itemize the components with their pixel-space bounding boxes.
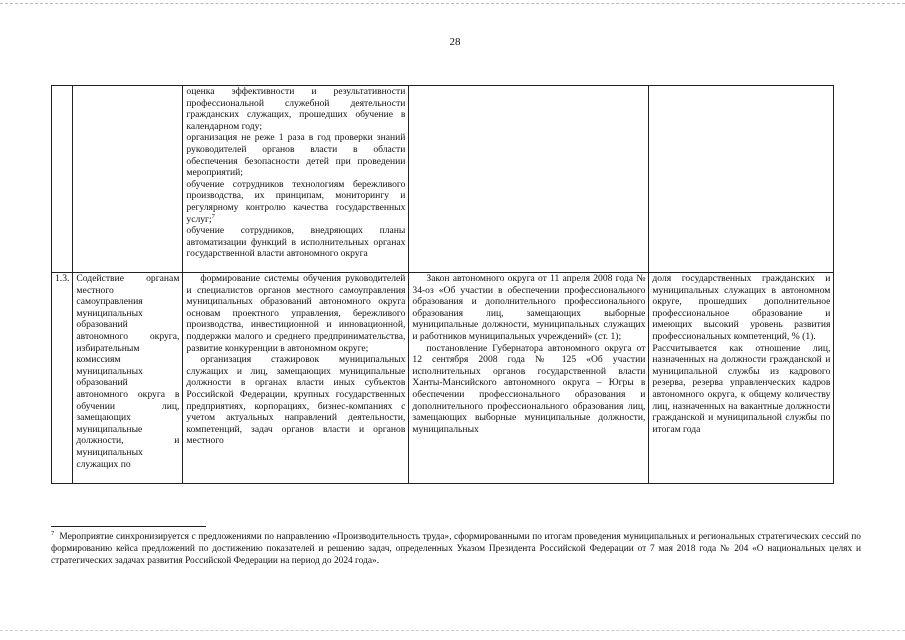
- cell-legal-basis: [409, 86, 649, 273]
- measure-item: организация не реже 1 раза в год проверки знаний руководителей органов власти в области обеспечения безопасности детей при проведении мероприятий;: [186, 132, 406, 179]
- footnote-separator: [51, 526, 206, 527]
- measure-item: оценка эффективности и результативности профессиональной служебной деятельности гражданских служащих, прошедших обучение в календарном году;: [186, 86, 406, 132]
- page-number: 28: [449, 36, 461, 48]
- cell-measures: [183, 86, 409, 273]
- footnote-text: Мероприятие синхронизируется с предложениями по направлению «Производительность труда», сформированными по итогам проведения муниципальных и региональных стратегических сессий по формированию кейса предложений по достижению показателей и решению задач, определенных Указом Президента Российской Федерации от 7 мая 2018 года № 204 «О национальных целях и стратегических задачах развития Российской Федерации на период до 2024 года».: [51, 532, 861, 566]
- footnote-marker: 7: [51, 529, 55, 537]
- measure-item: обучение сотрудников, внедряющих планы автоматизации функций в исполнительных органах государственной власти автономного округа: [186, 225, 406, 260]
- cell-measures: [183, 273, 409, 484]
- legal-item: Закон автономного округа от 11 апреля 2008 года № 34-оз «Об участии в обеспечении профессионального образования и дополнительного профессионального образования лиц, замещающих выборные муниципальные должности, муниципальных служащих и работников муниципальных учреждений» (ст. 1);: [412, 273, 646, 342]
- legal-item: постановление Губернатора автономного округа от 12 сентября 2008 года № 125 «Об участии исполнительных органов государственной власти Ханты-Мансийского автономного округа – Югры в обеспечении профессионального образования и дополнительного профессионального образования лиц, замещающих выборные муниципальные должности, муниципальных: [412, 342, 646, 435]
- indicator-item: Рассчитывается как отношение лиц, назначенных на должности гражданской и муниципальной службы из кадрового резерва, резерва управленческих кадров автономного округа, к общему количеству лиц, назначенных на вакантные должности гражданской и муниципальной службы по итогам года: [652, 342, 831, 435]
- cell-number: [52, 86, 73, 273]
- indicator-item: доля государственных гражданских и муниципальных служащих в автономном округе, прошедших дополнительное профессиональное образование и имеющих высокий уровень развития профессиональных компетенций, % (1).: [652, 273, 831, 342]
- row-title: Содействие органам местного самоуправления муниципальных образований автономного округа, избирательным комиссиям муниципальных образований автономного округа в обучении лиц, замещающих муниципальные должности, и муниципальных служащих по: [73, 273, 183, 484]
- cell-indicators: [649, 86, 834, 273]
- footnote-ref: 7: [211, 212, 215, 220]
- document-table: [51, 85, 834, 484]
- page-top-edge: [0, 3, 905, 4]
- table-row-1-3: [52, 273, 834, 484]
- footnote: [51, 529, 861, 567]
- measure-item: организация стажировок муниципальных служащих и лиц, замещающих муниципальные должности в органах власти иных субъектов Российской Федерации, крупных государственных предприятиях, корпорациях, бизнес-компаниях с учетом актуальных направлений деятельности, компетенций, задач органов власти и органов местного: [186, 354, 406, 447]
- measure-item: формирование системы обучения руководителей и специалистов органов местного самоуправления муниципальных образований автономного округа основам проектного управления, бережливого производства, инвестиционной и инновационной, поддержки малого и среднего предпринимательства, развитие конкуренции в автономном округе;: [186, 273, 406, 354]
- measure-item: обучение сотрудников технологиям бережливого производства, их принципам, мониторингу и регулярному контролю качества государственных услуг;$^7$: [186, 178, 406, 225]
- table-row-continuation: [52, 86, 834, 273]
- cell-title: [73, 86, 183, 273]
- cell-legal-basis: [409, 273, 649, 484]
- cell-indicators: [649, 273, 834, 484]
- page-bottom-edge: [0, 630, 905, 631]
- row-number: 1.3.: [52, 273, 73, 484]
